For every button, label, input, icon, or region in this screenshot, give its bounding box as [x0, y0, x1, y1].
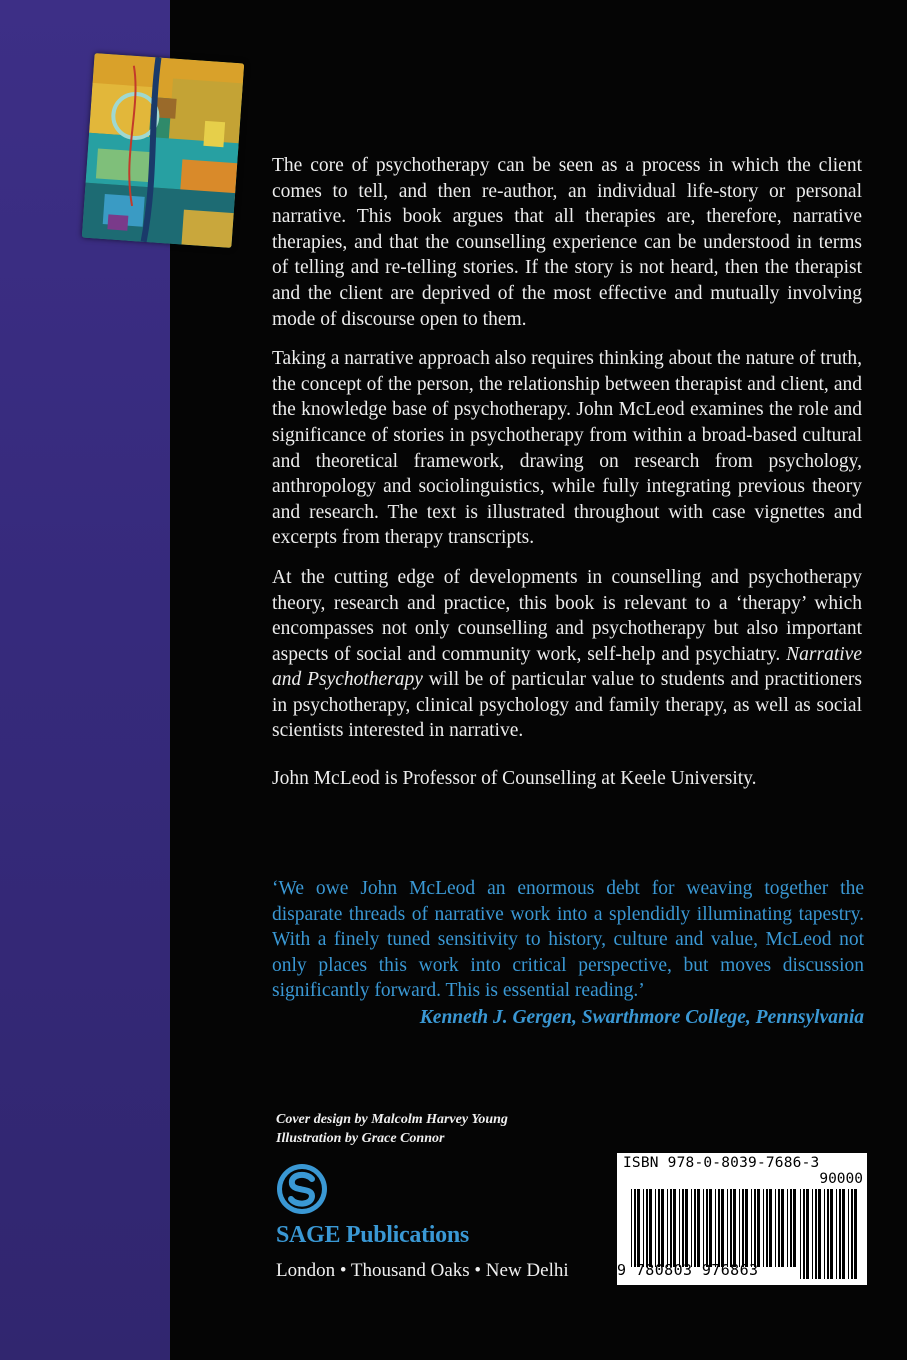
illustration-credit: Illustration by Grace Connor: [276, 1131, 445, 1146]
barcode-bar: [643, 1189, 644, 1267]
cover-design-credit: Cover design by Malcolm Harvey Young: [276, 1112, 508, 1127]
barcode-bar: [670, 1189, 672, 1267]
barcode-bar: [715, 1189, 716, 1267]
barcode-bar: [691, 1189, 692, 1267]
barcode-bar: [745, 1189, 748, 1267]
blurb-paragraph-3-end: will be of particular value to students and practitioners in psychotherapy, clinical psychology and family therapy, as well as social scientists interested in narrative.: [272, 669, 862, 742]
barcode-bar: [742, 1189, 744, 1267]
barcode-bar: [824, 1189, 825, 1279]
barcode-bar: [697, 1189, 700, 1267]
barcode-bar: [694, 1189, 696, 1267]
barcode-bar: [815, 1189, 817, 1279]
barcode-bar: [721, 1189, 724, 1267]
barcode-bar: [706, 1189, 708, 1267]
blurb-paragraph-3: [272, 565, 862, 744]
barcode-bar: [634, 1189, 636, 1267]
endorsement-quote: [272, 876, 864, 1031]
barcode-bar: [703, 1189, 704, 1267]
barcode-bar: [685, 1189, 688, 1267]
barcode-bar: [769, 1189, 772, 1267]
barcode-bar: [830, 1189, 833, 1279]
barcode-bar: [658, 1189, 660, 1267]
ean13-bars: [631, 1189, 796, 1267]
barcode-bar: [800, 1189, 801, 1279]
barcode-bar: [739, 1189, 740, 1267]
endorsement-text: ‘We owe John McLeod an enormous debt for weaving together the disparate threads of narrative work into a splendidly illuminating tapestry. With a finely tuned sensitivity to history, culture and value, McLeod not only places this work into critical perspective, but moves discussion significantly forward. This is essential reading.’: [272, 878, 864, 1002]
barcode-bar: [646, 1189, 648, 1267]
barcode-bar: [854, 1189, 857, 1279]
endorsement-source: Kenneth J. Gergen, Swarthmore College, Pennsylvania: [419, 1006, 864, 1028]
barcode-bar: [709, 1189, 712, 1267]
blurb-paragraph-2: Taking a narrative approach also requires thinking about the nature of truth, the concept of the person, the relationship between therapist and client, and the knowledge base of psychotherapy. John McLeod examines the role and significance of stories in psychotherapy from within a broad-based cultural and theoretical framework, drawing on research from psychology, anthropology and sociolinguistics, while fully integrating previous theory and research. The text is illustrated throughout with case vignettes and excerpts from therapy transcripts.: [272, 348, 862, 549]
barcode-bar: [655, 1189, 656, 1267]
barcode-bar: [803, 1189, 805, 1279]
barcode-bar: [848, 1189, 849, 1279]
barcode-bar: [839, 1189, 841, 1279]
publisher-name: SAGE Publications: [276, 1222, 469, 1248]
book-title-italic: Narrative and Psychotherapy: [272, 643, 862, 691]
design-credits: [276, 1110, 508, 1148]
barcode-bar: [673, 1189, 676, 1267]
barcode-bar: [637, 1189, 640, 1267]
barcode-bar: [775, 1189, 776, 1267]
isbn-barcode: [617, 1153, 867, 1285]
barcode-bar: [667, 1189, 668, 1267]
blurb-paragraph-1: The core of psychotherapy can be seen as a process in which the client comes to tell, and then re-author, an individual life-story or personal narrative. This book argues that all therapies are, therefore, narrative therapies, and that the counselling experience can be understood in terms of telling and re-telling stories. If the story is not heard, then the therapist and the client are deprived of the most effective and mutually involving mode of discourse open to them.: [272, 155, 862, 330]
barcode-bar: [730, 1189, 732, 1267]
barcode-bar: [793, 1189, 796, 1267]
cover-illustration: [82, 53, 245, 248]
barcode-bar: [751, 1189, 752, 1267]
barcode-bar: [836, 1189, 837, 1279]
back-cover-blurb: [272, 153, 862, 806]
barcode-bar: [790, 1189, 792, 1267]
barcode-bar: [718, 1189, 720, 1267]
ean-addon-label: 90000: [819, 1171, 863, 1187]
barcode-bar: [806, 1189, 809, 1279]
ean5-addon-bars: [800, 1189, 860, 1279]
barcode-bar: [733, 1189, 736, 1267]
barcode-bar: [754, 1189, 756, 1267]
barcode-bar: [818, 1189, 821, 1279]
publisher-locations: London • Thousand Oaks • New Delhi: [276, 1260, 569, 1281]
barcode-bar: [661, 1189, 664, 1267]
ean-digits: 9 780803 976863: [617, 1261, 759, 1279]
barcode-bar: [812, 1189, 813, 1279]
barcode-bar: [763, 1189, 764, 1267]
barcode-bar: [781, 1189, 784, 1267]
barcode-bar: [851, 1189, 853, 1279]
barcode-bar: [631, 1189, 632, 1267]
isbn-label: ISBN 978-0-8039-7686-3: [623, 1155, 820, 1171]
barcode-bar: [787, 1189, 788, 1267]
barcode-bar: [827, 1189, 829, 1279]
barcode-bar: [778, 1189, 780, 1267]
barcode-bar: [679, 1189, 680, 1267]
blurb-paragraph-3-start: At the cutting edge of developments in counselling and psychotherapy theory, research and practice, this book is relevant to a ‘therapy’ which encompasses not only counselling and psychotherapy but also important aspects of social and community work, self-help and psychiatry.: [272, 566, 862, 665]
barcode-bar: [766, 1189, 768, 1267]
barcode-bar: [757, 1189, 760, 1267]
barcode-bar: [649, 1189, 652, 1267]
barcode-bar: [727, 1189, 728, 1267]
barcode-bar: [842, 1189, 845, 1279]
sage-s-logo-icon: [276, 1163, 328, 1215]
barcode-bar: [682, 1189, 684, 1267]
author-bio: John McLeod is Professor of Counselling at Keele University.: [272, 768, 757, 790]
